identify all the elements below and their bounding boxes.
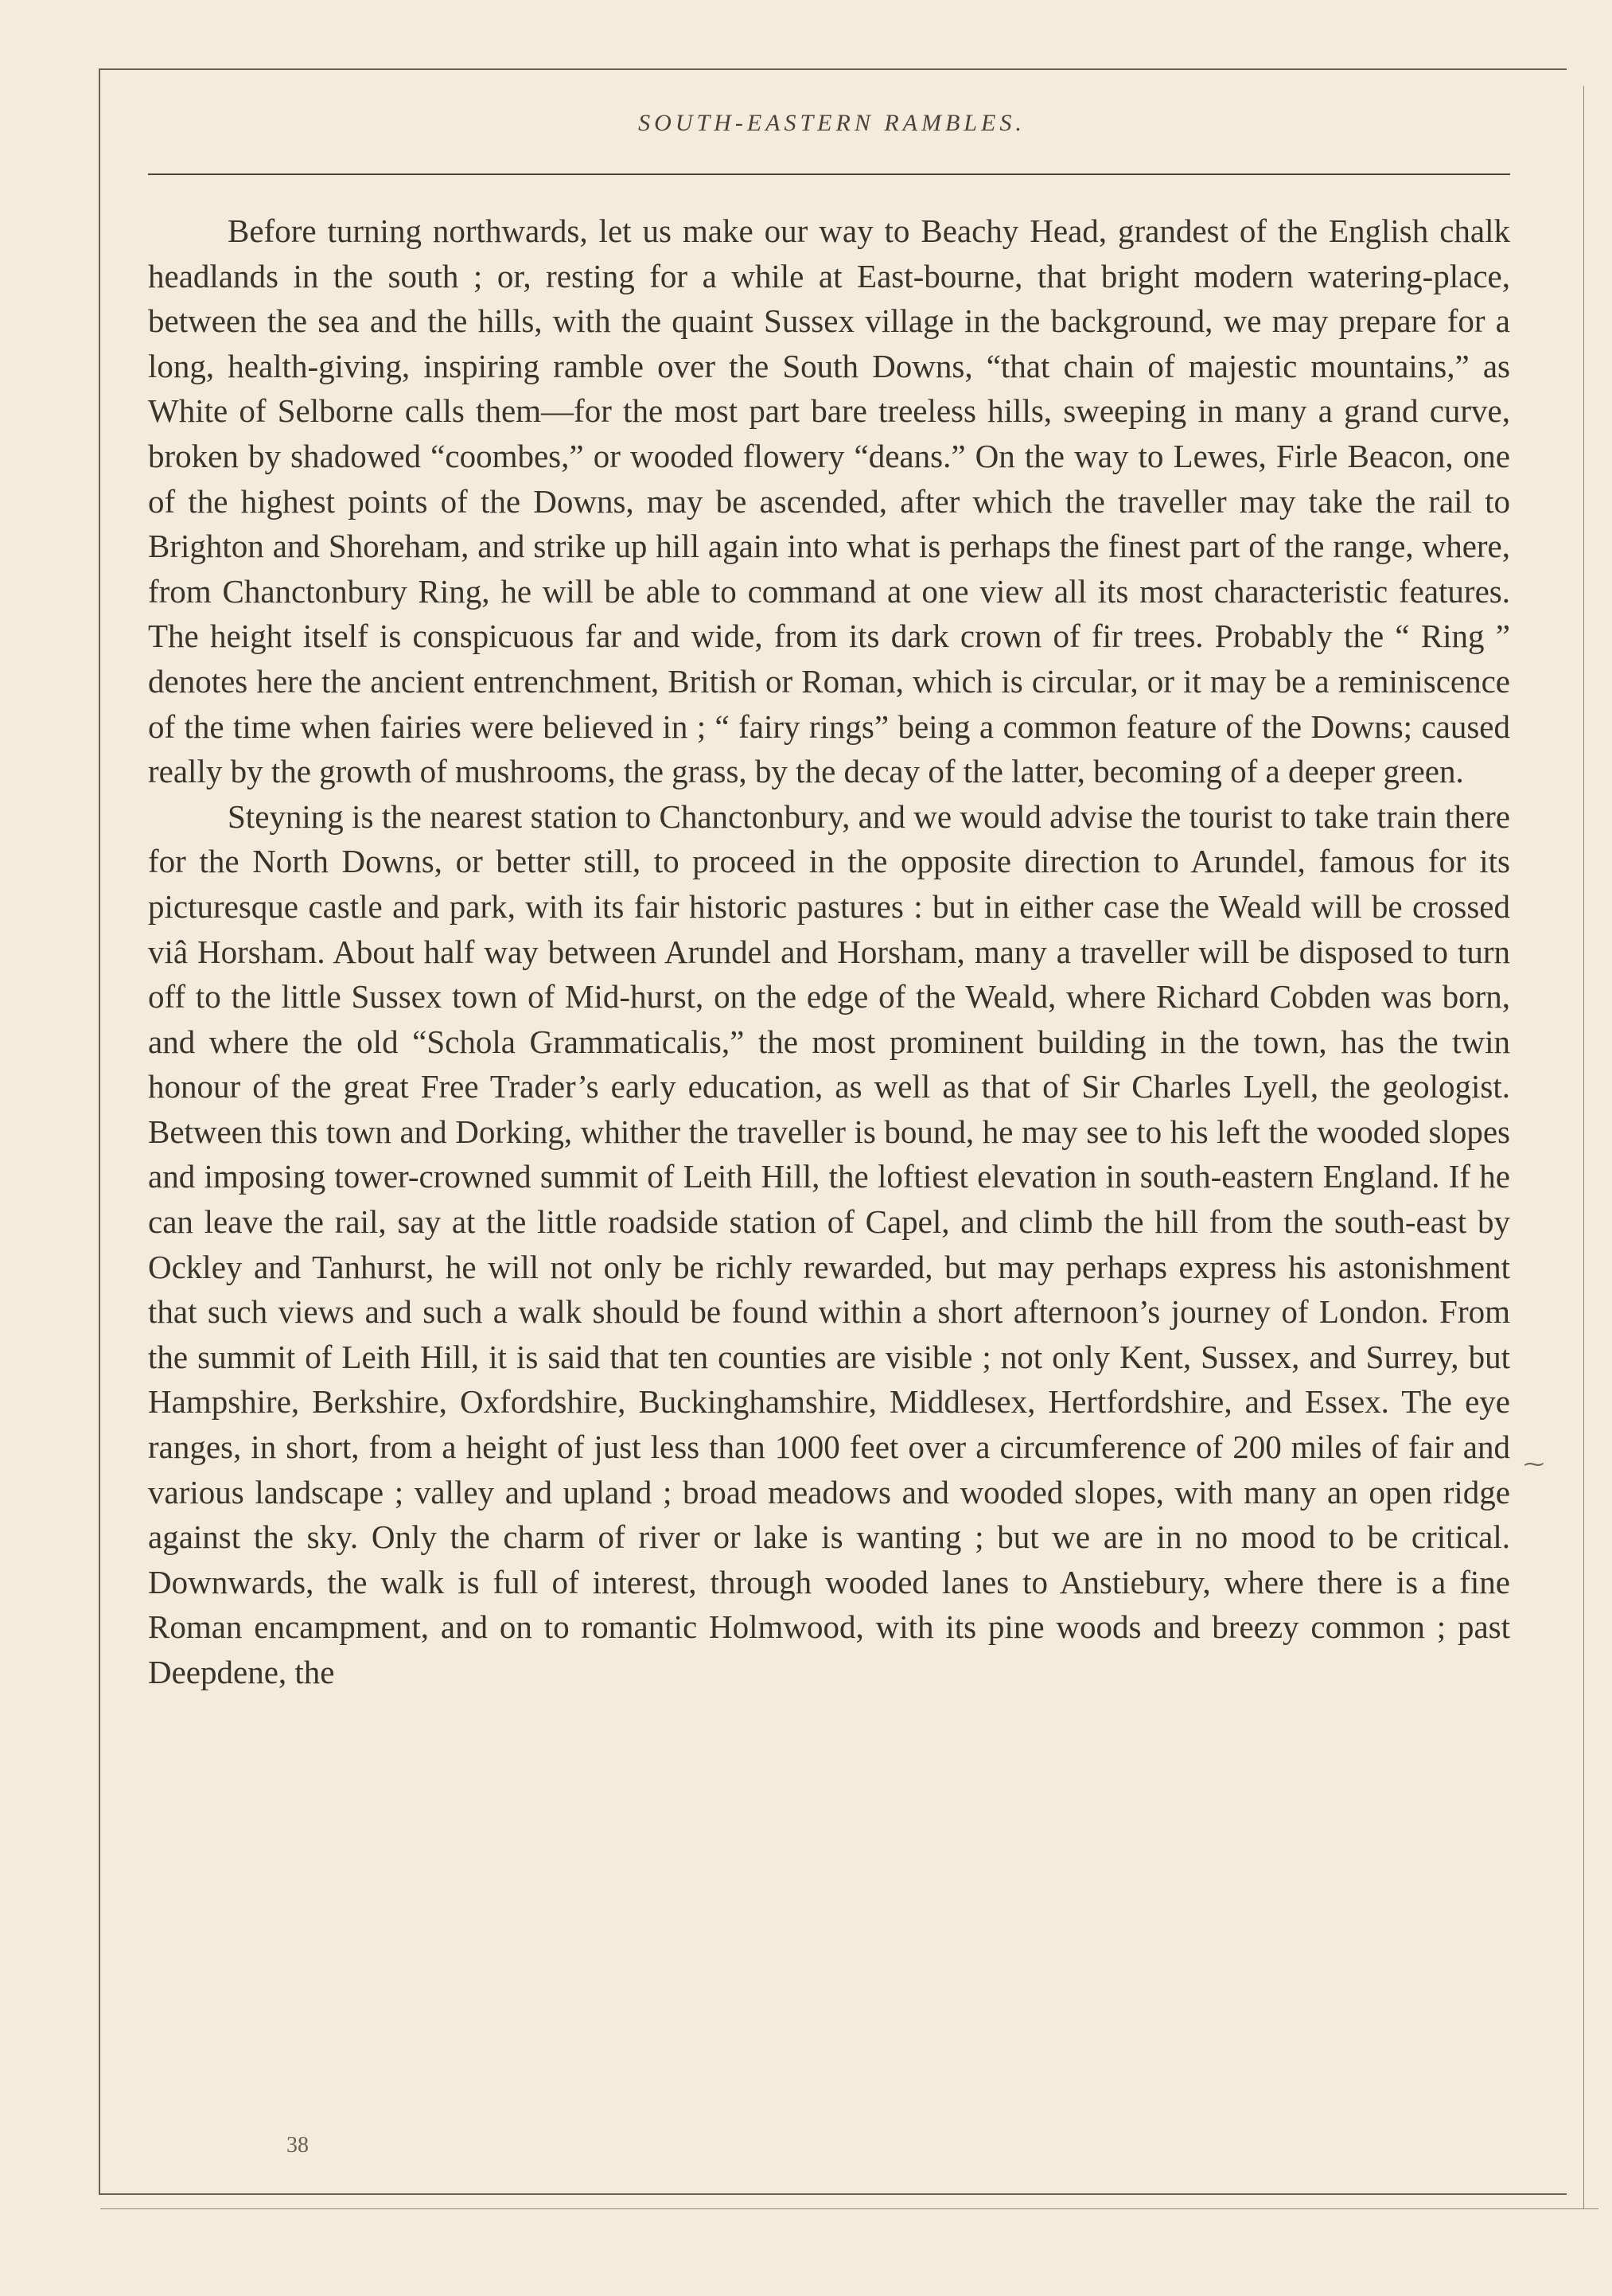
- margin-mark-icon: ⁓: [1524, 1452, 1544, 1476]
- frame-right-rule: [1583, 86, 1584, 2209]
- paragraph-beachy-head: Before turning northwards, let us make our way to Beachy Head, grandest of the English chalk headlands in the south ; or, resting for a while at East-bourne, that bright modern watering-place, between the sea and the hills, with the quaint Sussex village in the background, we may prepare for a long, health-giving, inspiring ramble over the South Downs, “that chain of majestic mountains,” as White of Selborne calls them—for the most part bare treeless hills, sweeping in many a grand curve, broken by shadowed “coombes,” or wooded flowery “deans.” On the way to Lewes, Firle Beacon, one of the highest points of the Downs, may be ascended, after which the traveller may take the rail to Brighton and Shoreham, and strike up hill again into what is perhaps the finest part of the range, where, from Chanctonbury Ring, he will be able to command at one view all its most characteristic features. The height itself is conspicuous far and wide, from its dark crown of fir trees. Probably the “ Ring ” denotes here the ancient entrenchment, British or Roman, which is circular, or it may be a reminiscence of the time when fairies were believed in ; “ fairy rings” being a common feature of the Downs; caused really by the growth of mushrooms, the grass, by the decay of the latter, becoming of a deeper green.: [148, 212, 1510, 790]
- running-head: SOUTH-EASTERN RAMBLES.: [638, 110, 1026, 136]
- page-number: 38: [286, 2133, 309, 2158]
- frame-bottom-rule: [100, 2208, 1598, 2209]
- header-rule: [148, 173, 1510, 175]
- body-text: [148, 209, 1510, 1695]
- paragraph-steyning: Steyning is the nearest station to Chanctonbury, and we would advise the tourist to take train there for the North Downs, or better still, to proceed in the opposite direction to Arundel, famous for its picturesque castle and park, with its fair historic pastures : but in either case the Weald will be crossed viâ Horsham. About half way between Arundel and Horsham, many a traveller will be disposed to turn off to the little Sussex town of Mid-hurst, on the edge of the Weald, where Richard Cobden was born, and where the old “Schola Grammaticalis,” the most prominent building in the town, has the twin honour of the great Free Trader’s early education, as well as that of Sir Charles Lyell, the geologist. Between this town and Dorking, whither the traveller is bound, he may see to his left the wooded slopes and imposing tower-crowned summit of Leith Hill, the loftiest elevation in south-eastern England. If he can leave the rail, say at the little roadside station of Capel, and climb the hill from the south-east by Ockley and Tanhurst, he will not only be richly rewarded, but may perhaps express his astonishment that such views and such a walk should be found within a short afternoon’s journey of London. From the summit of Leith Hill, it is said that ten counties are visible ; not only Kent, Sussex, and Surrey, but Hampshire, Berkshire, Oxfordshire, Buckinghamshire, Middlesex, Hertfordshire, and Essex. The eye ranges, in short, from a height of just less than 1000 feet over a circumference of 200 miles of fair and various landscape ; valley and upland ; broad meadows and wooded slopes, with many an open ridge against the sky. Only the charm of river or lake is wanting ; but we are in no mood to be critical. Downwards, the walk is full of interest, through wooded lanes to Anstiebury, where there is a fine Roman encampment, and on to romantic Holmwood, with its pine woods and breezy common ; past Deepdene, the: [148, 797, 1510, 1690]
